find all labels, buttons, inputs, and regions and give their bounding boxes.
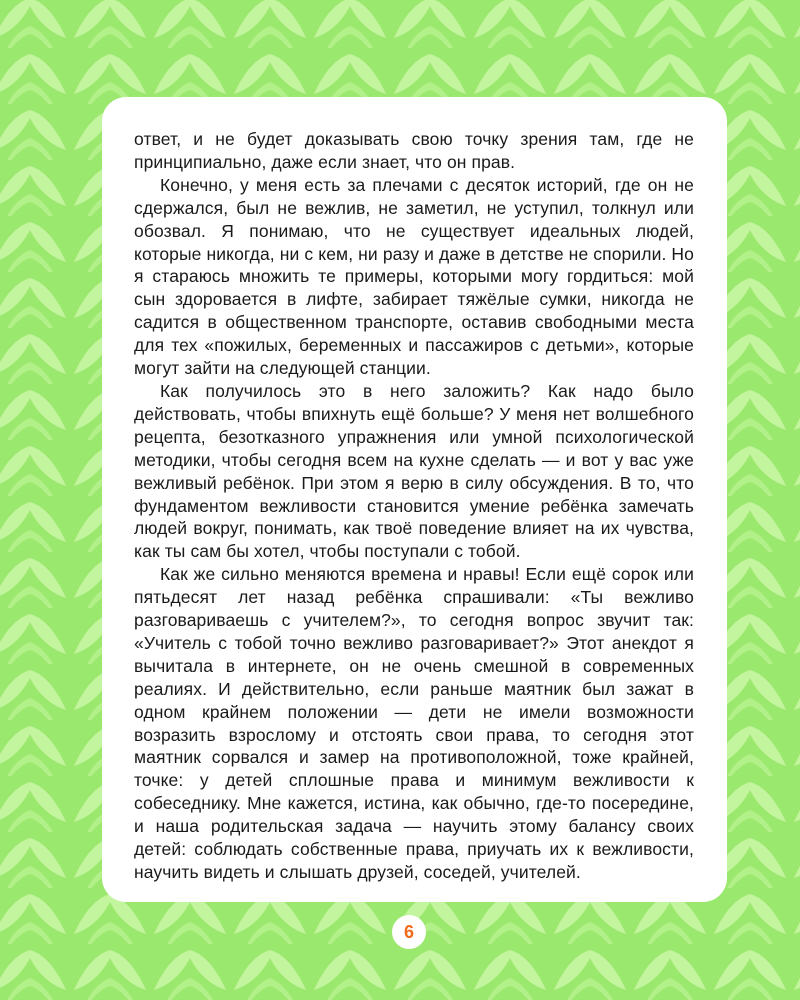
- paragraph: ответ, и не будет доказывать свою точку зрения там, где не принципиально, даже если знает, что он прав.: [134, 129, 694, 172]
- body-text: [134, 128, 694, 884]
- paragraph: Конечно, у меня есть за плечами с десяток историй, где он не сдержался, был не вежлив, не заметил, не уступил, толкнул или обозвал. Я понимаю, что не существует идеальных людей, которые никогда, ни с кем, ни разу и даже в детстве не спорили. Но я стараюсь множить те примеры, которыми могу гордиться: мой сын здоровается в лифте, забирает тяжёлые сумки, никогда не садится в общественном транспорте, оставив свободными места для тех «пожилых, беременных и пассажиров с детьми», которые могут зайти на следующей станции.: [134, 174, 694, 379]
- paragraph: Как же сильно меняются времена и нравы! Если ещё сорок или пятьдесят лет назад ребёнка спрашивали: «Ты вежливо разговариваешь с учителем?», то сегодня вопрос звучит так: «Учитель с тобой точно вежливо разговаривает?» Этот анекдот я вычитала в интернете, он не очень смешной в современных реалиях. И действительно, если раньше маятник был зажат в одном крайнем положении — дети не имели возможности возразить взрослому и отстоять свои права, то сегодня этот маятник сорвался и замер на противоположной, тоже крайней, точке: у детей сплошные права и минимум вежливости к собеседнику. Мне кажется, истина, как обычно, где-то посередине, и наша родительская задача — научить этому балансу своих детей: соблюдать собственные права, приучать их к вежливости, научить видеть и слышать друзей, соседей, учителей.: [134, 564, 694, 882]
- page-number: 6: [392, 915, 426, 949]
- paragraph: Как получилось это в него заложить? Как надо было действовать, чтобы впихнуть ещё больше? У меня нет волшебного рецепта, безотказного упражнения или умной психологической методики, чтобы сегодня всем на кухне сделать — и вот у вас уже вежливый ребёнок. При этом я верю в силу обсуждения. В то, что фундаментом вежливости становится умение ребёнка замечать людей вокруг, понимать, как твоё поведение влияет на их чувства, как ты сам бы хотел, чтобы поступали с тобой.: [134, 380, 694, 562]
